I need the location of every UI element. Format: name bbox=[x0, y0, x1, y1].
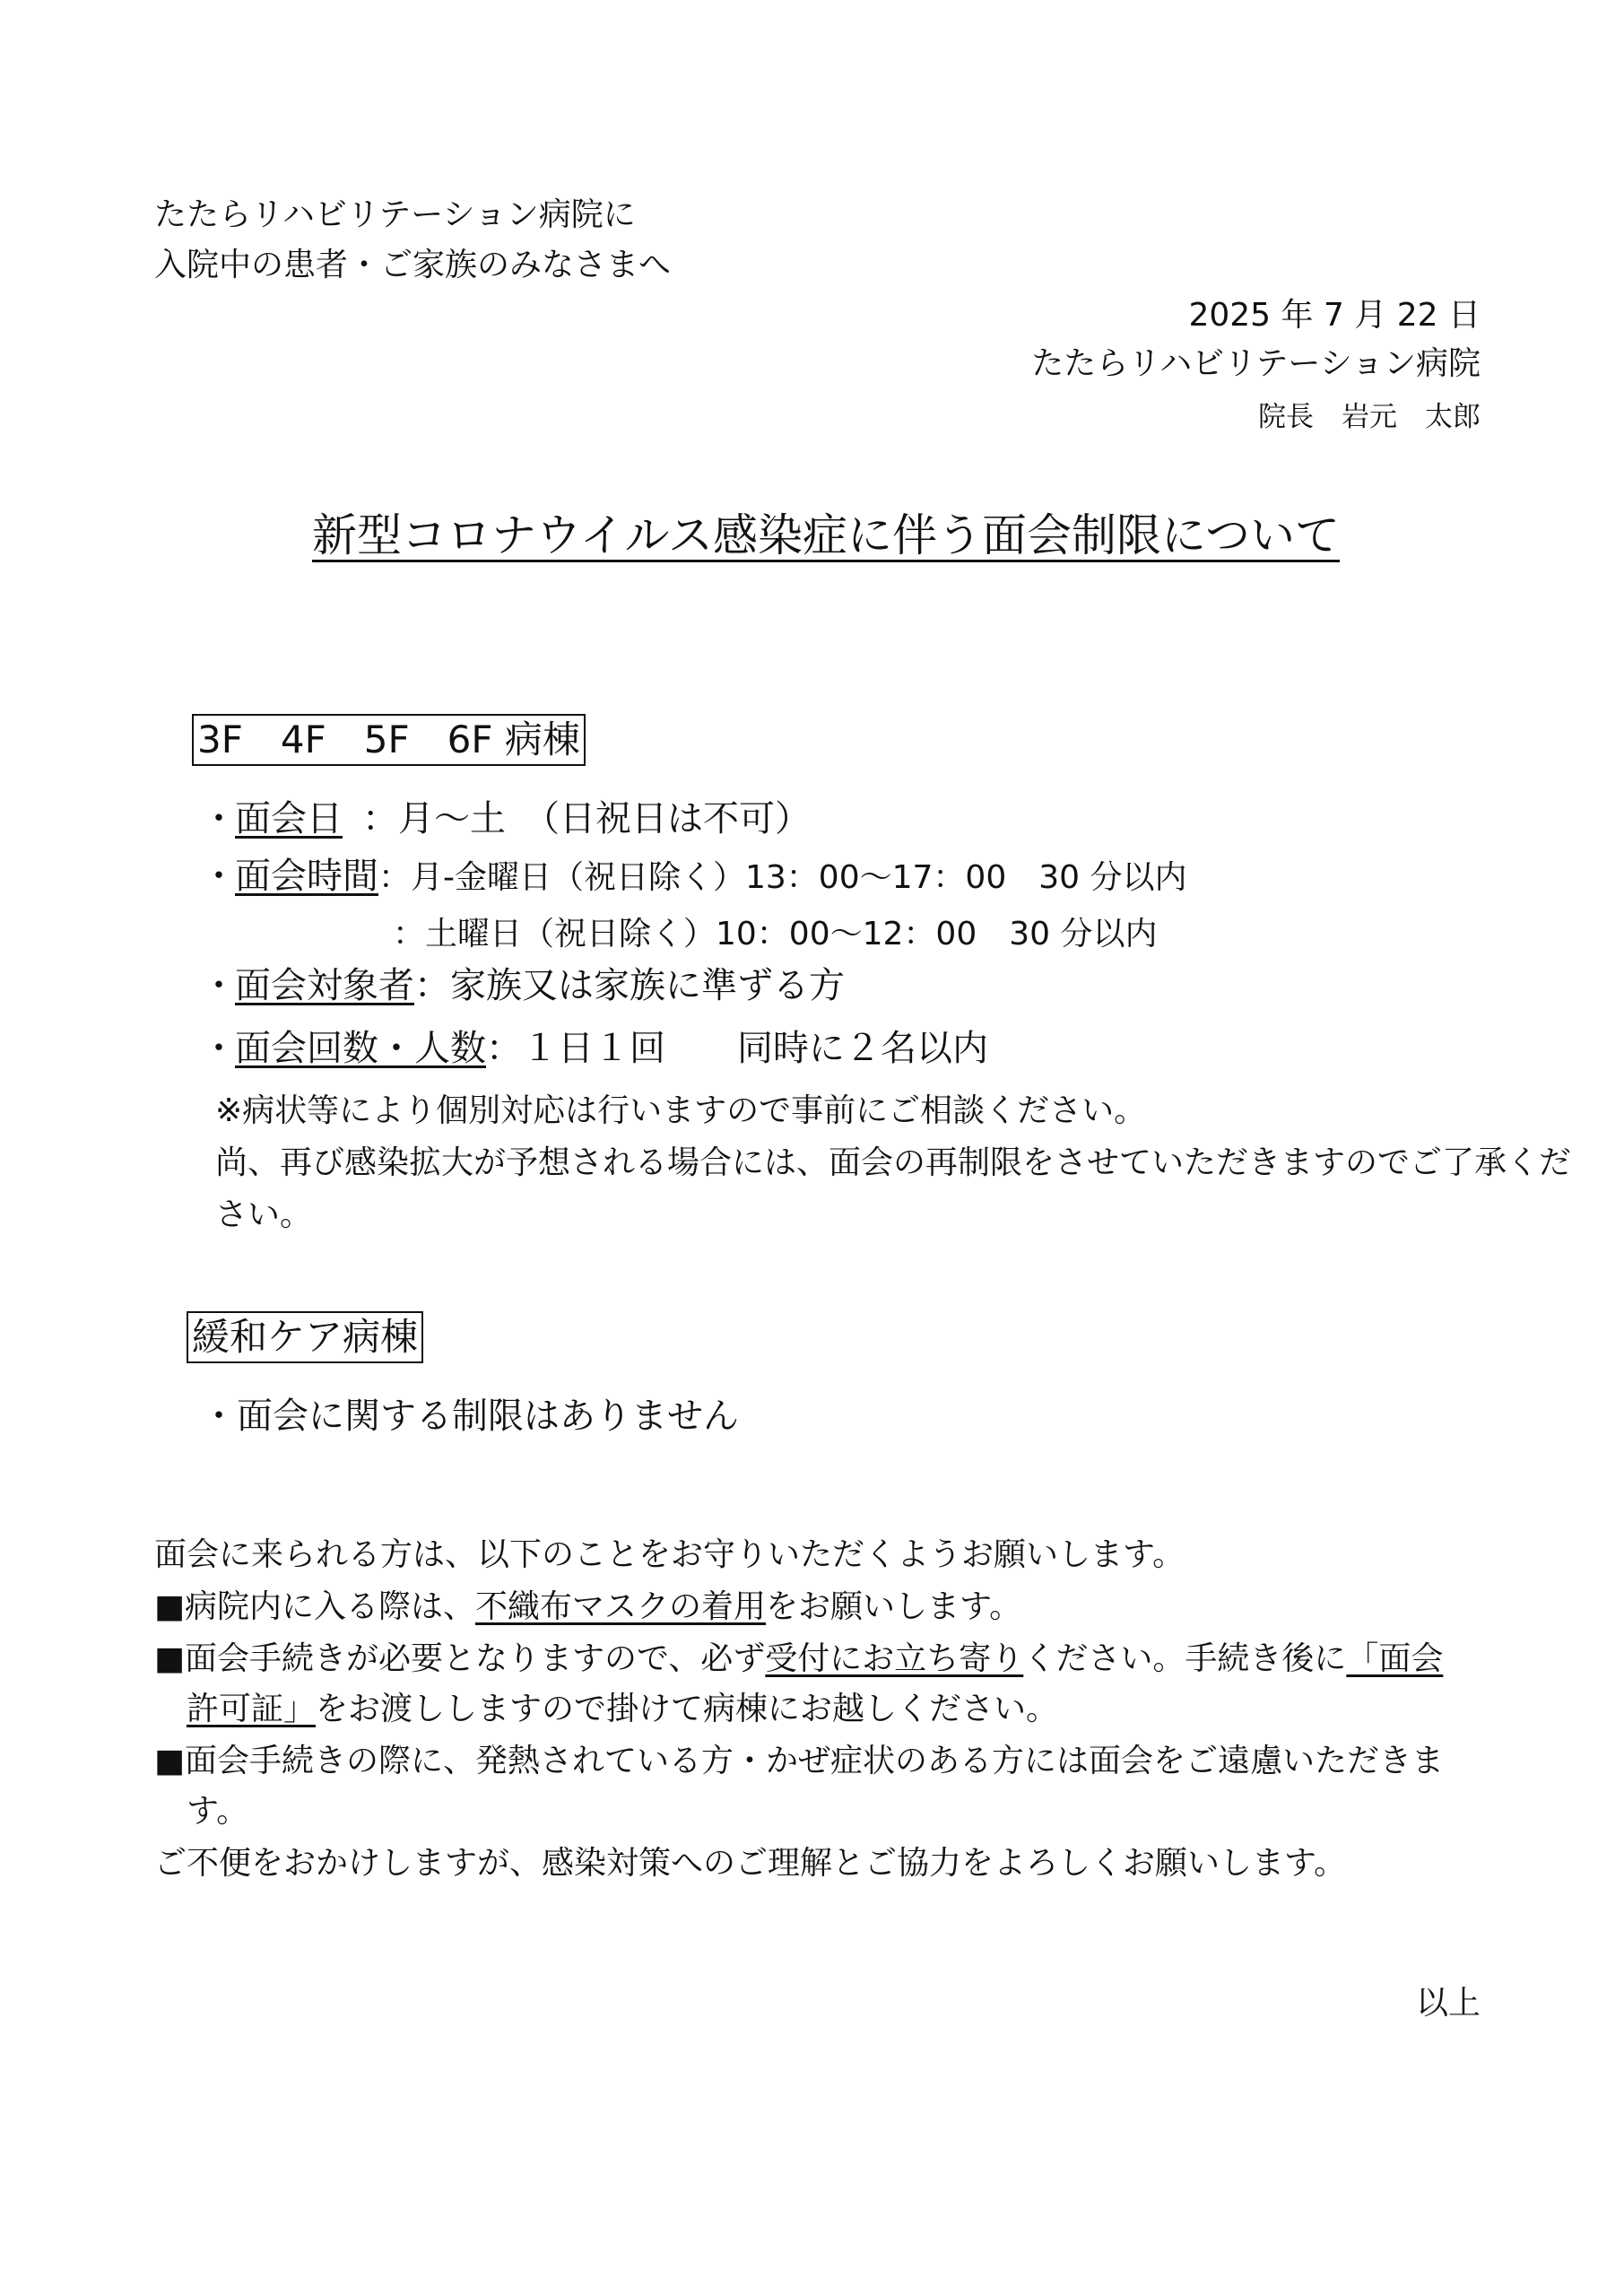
guidance-intro: 面会に来られる方は、以下のことをお守りいただくようお願いします。 bbox=[154, 1536, 1185, 1573]
rule-permit-emphasis-1: 「面会 bbox=[1346, 1640, 1444, 1677]
visit-day-label: 面会日 bbox=[235, 798, 343, 839]
note-individual: ※病状等により個別対応は行いますので事前にご相談ください。 bbox=[215, 1092, 1147, 1129]
recipient-line-2: 入院中の患者・ご家族のみなさまへ bbox=[154, 247, 672, 283]
page-title: 新型コロナウイルス感染症に伴う面会制限について bbox=[312, 509, 1340, 561]
closing-remark: ご不便をおかけしますが、感染対策へのご理解とご協力をよろしくお願いします。 bbox=[154, 1845, 1347, 1882]
bullet: ・ bbox=[201, 798, 237, 839]
ward-heading-palliative: 緩和ケア病棟 bbox=[187, 1311, 423, 1363]
visitor-target-row bbox=[201, 963, 845, 1008]
visit-time-value-weekday: ：月-金曜日（祝日除く）13：00～17：00 30 分以内 bbox=[378, 859, 1187, 896]
visit-time-label: 面会時間 bbox=[235, 856, 378, 897]
palliative-no-restriction: ・面会に関する制限はありません bbox=[201, 1396, 739, 1437]
visitor-target-label: 面会対象者 bbox=[235, 965, 414, 1006]
end-mark: 以上 bbox=[1415, 1985, 1481, 2022]
bullet: ・ bbox=[201, 856, 237, 897]
rule-mask-text: ■病院内に入る際は、 bbox=[154, 1588, 476, 1625]
rule-reception bbox=[154, 1638, 1443, 1681]
rule-fever-1: ■面会手続きの際に、発熱されている方・かぜ症状のある方には面会をご遠慮いただきま bbox=[154, 1743, 1445, 1779]
note-re-restriction-1: 尚、再び感染拡大が予想される場合には、面会の再制限をさせていただきますのでご了承くだ bbox=[215, 1144, 1572, 1181]
rule-fever-2: す。 bbox=[187, 1793, 249, 1830]
rule-reception-emphasis: 受付にお立ち寄り bbox=[765, 1640, 1024, 1677]
rule-reception-text-mid: ください。手続き後に bbox=[1023, 1640, 1347, 1677]
visit-count-value: ：１日１回 同時に２名以内 bbox=[486, 1028, 988, 1069]
rule-mask-text-end: をお願いします。 bbox=[766, 1588, 1022, 1625]
note-re-restriction-2: さい。 bbox=[215, 1196, 313, 1233]
rule-reception-text-end: をお渡ししますので掛けて病棟にお越しください。 bbox=[316, 1691, 1059, 1727]
director-name: 院長 岩元 太郎 bbox=[1258, 401, 1481, 433]
bullet: ・ bbox=[201, 1028, 237, 1069]
visit-count-label: 面会回数・人数 bbox=[235, 1028, 486, 1069]
rule-mask-emphasis: 不織布マスクの着用 bbox=[475, 1588, 767, 1625]
rule-reception-text: ■面会手続きが必要となりますので、必ず bbox=[154, 1640, 766, 1677]
visit-day-value: ：月～土 （日祝日は不可） bbox=[362, 798, 811, 839]
ward-heading-3f-6f: 3F 4F 5F 6F 病棟 bbox=[192, 714, 586, 766]
recipient-line-1: たたらリハビリテーション病院に bbox=[154, 196, 636, 233]
rule-reception-cont bbox=[187, 1688, 1058, 1731]
visit-time-row bbox=[201, 854, 1186, 900]
rule-mask bbox=[154, 1586, 1021, 1629]
visit-day-row bbox=[201, 796, 811, 841]
visit-time-value-saturday: ：土曜日（祝日除く）10：00～12：00 30 分以内 bbox=[393, 916, 1158, 952]
visitor-target-value: ：家族又は家族に準ずる方 bbox=[414, 965, 845, 1006]
issue-date: 2025 年 7 月 22 日 bbox=[1188, 297, 1481, 334]
hospital-name: たたらリハビリテーション病院 bbox=[1031, 345, 1481, 382]
rule-permit-emphasis-2: 許可証」 bbox=[187, 1691, 317, 1727]
visit-count-row bbox=[201, 1026, 988, 1071]
bullet: ・ bbox=[201, 965, 237, 1006]
